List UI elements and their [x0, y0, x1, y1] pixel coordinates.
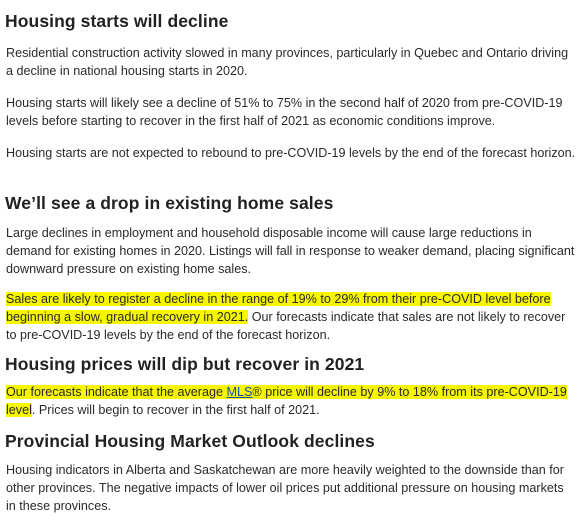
mls-link[interactable]: MLS: [226, 385, 253, 399]
paragraph-starts-decline: Housing starts will likely see a decline of 51% to 75% in the second half of 2020 from pre-COVID-19 levels before starting to recover in the first half of 2021 as economic conditions improve.: [6, 96, 563, 128]
price-text-after-link: ® price will decline by 9% to 18% from its pre-COVID-19 level: [6, 385, 567, 417]
heading-housing-starts: Housing starts will decline: [5, 11, 229, 31]
paragraph-starts-rebound: Housing starts are not expected to rebound to pre-COVID-19 levels by the end of the forecast horizon.: [6, 146, 576, 160]
paragraph-price-decline: [6, 383, 576, 419]
heading-existing-home-sales: We’ll see a drop in existing home sales: [5, 193, 334, 213]
paragraph-sales-decline: [6, 290, 576, 344]
price-recovery-text: . Prices will begin to recover in the first half of 2021.: [31, 403, 320, 417]
paragraph-construction-activity: Residential construction activity slowed in many provinces, particularly in Quebec and Ontario driving a decline in national housing starts in 2020.: [6, 46, 569, 78]
highlight-sales-decline: Sales are likely to register a decline in the range of 19% to 29% from their pre-COVID level before beginning a slow, gradual recovery in 2021.: [6, 292, 551, 324]
paragraph-provincial-indicators: Housing indicators in Alberta and Saskatchewan are more heavily weighted to the downside than for other provinces. The negative impacts of lower oil prices put additional pressure on housing markets in these provinces.: [6, 463, 564, 513]
heading-provincial-outlook: Provincial Housing Market Outlook declines: [5, 431, 375, 451]
heading-housing-prices: Housing prices will dip but recover in 2021: [5, 354, 365, 374]
price-text-before-link: Our forecasts indicate that the average: [6, 385, 227, 399]
paragraph-employment-declines: Large declines in employment and household disposable income will cause large reductions in demand for existing homes in 2020. Listings will fall in response to weaker demand, placing significant downward pressure on existing home sales.: [6, 226, 575, 276]
sales-recovery-text: Our forecasts indicate that sales are not likely to recover to pre-COVID-19 levels by the end of the forecast horizon.: [6, 310, 566, 342]
